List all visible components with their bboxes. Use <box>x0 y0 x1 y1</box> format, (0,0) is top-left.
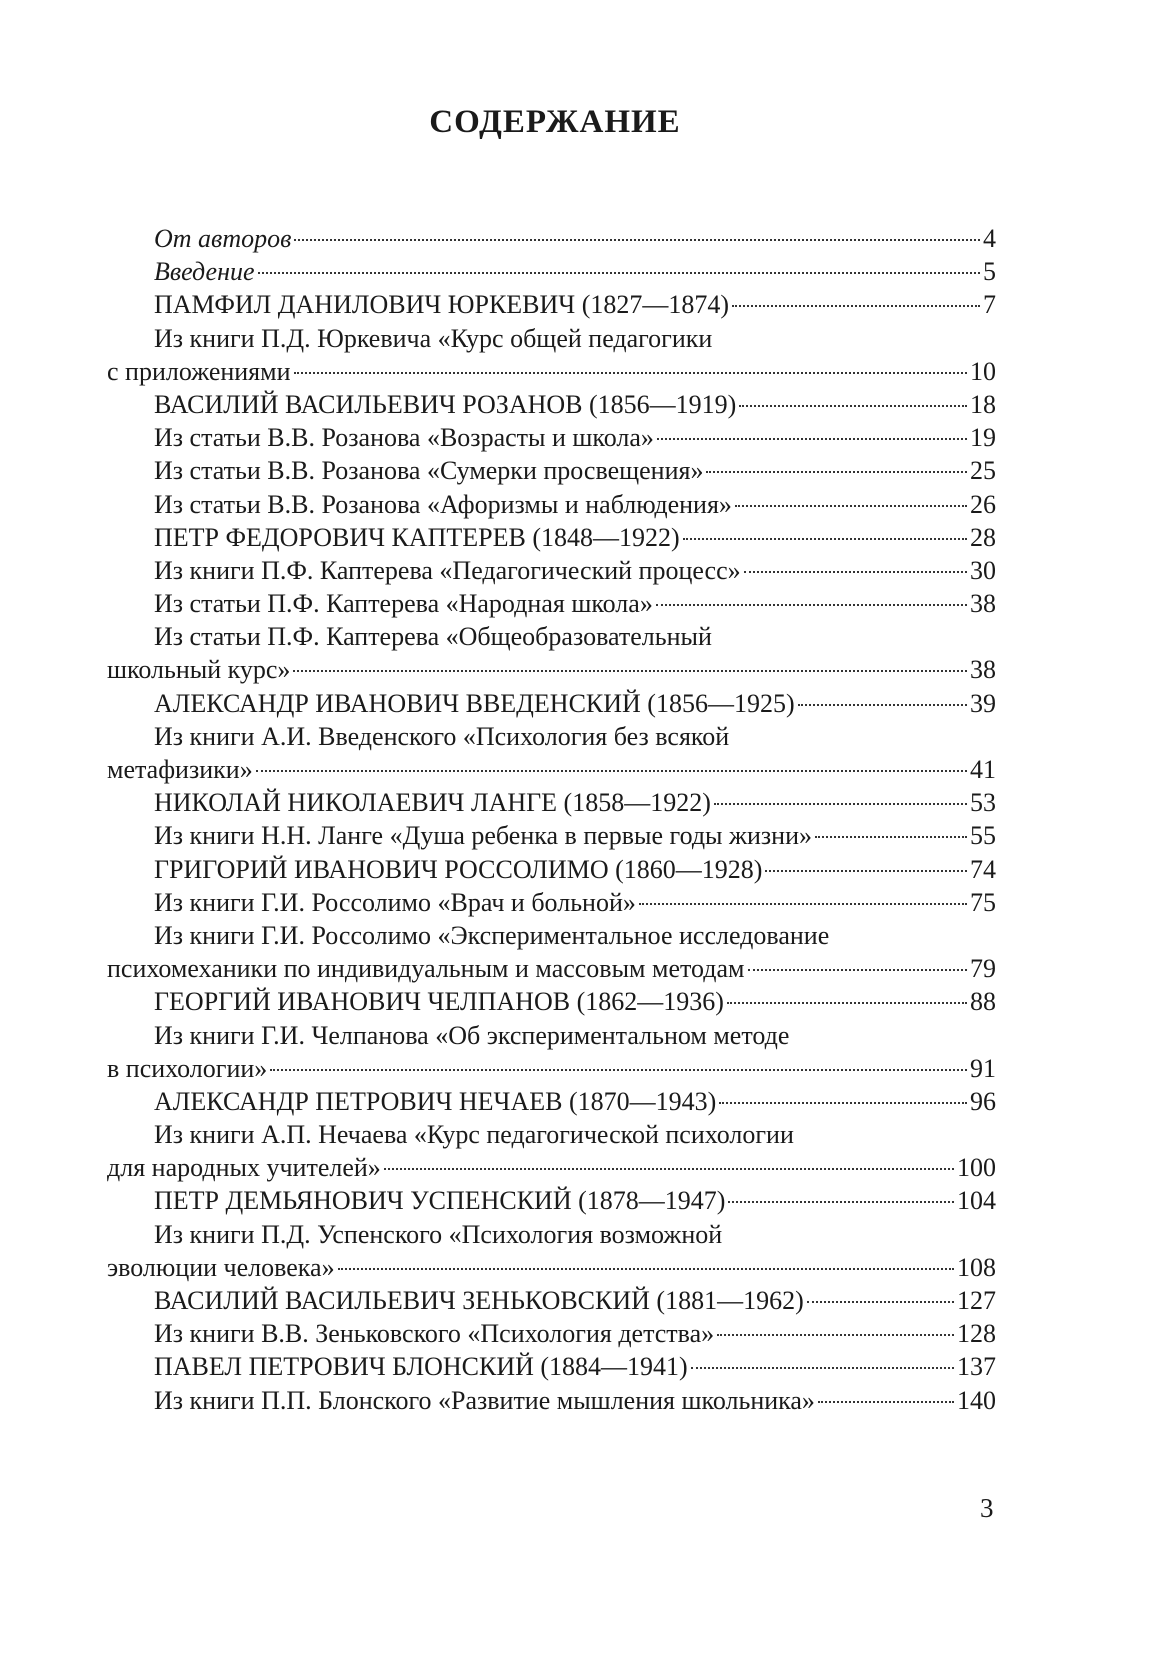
toc-entry-page: 96 <box>970 1086 996 1116</box>
toc-entry <box>107 488 996 521</box>
toc-entry <box>107 255 996 288</box>
dot-leader <box>683 538 967 540</box>
toc-entry <box>107 421 996 454</box>
dot-leader <box>807 1301 954 1303</box>
dot-leader <box>706 471 967 473</box>
toc-entry-title: Из книги П.Д. Юркевича «Курс общей педагогики <box>154 323 713 353</box>
toc-entry-title: для народных учителей» <box>107 1153 381 1183</box>
toc-entry <box>107 454 996 487</box>
toc-entry <box>107 687 996 720</box>
dot-leader <box>384 1168 954 1170</box>
toc-entry <box>107 355 996 388</box>
toc-entry-page: 108 <box>957 1252 996 1282</box>
dot-leader <box>732 305 980 307</box>
dot-leader <box>657 438 967 440</box>
toc-entry-page: 4 <box>983 224 996 253</box>
toc-entry <box>107 985 996 1018</box>
toc-entry-page: 10 <box>970 356 996 386</box>
toc-entry <box>107 819 996 852</box>
toc-entry-title: Из книги Г.И. Челпанова «Об экспериментальном методе <box>154 1020 790 1050</box>
toc-entry-page: 91 <box>970 1053 996 1083</box>
toc-entry-title: эволюции человека» <box>107 1252 335 1282</box>
toc-entry <box>107 1052 996 1085</box>
dot-leader <box>739 405 967 407</box>
toc-entry-title: Из книги Г.И. Россолимо «Экспериментальное исследование <box>154 920 830 950</box>
toc-entry-page: 38 <box>970 655 996 685</box>
toc-entry-title: Из статьи В.В. Розанова «Возрасты и школа» <box>154 423 654 453</box>
toc-entry <box>107 853 996 886</box>
toc-entry-title: с приложениями <box>107 356 291 386</box>
toc-entry-title: метафизики» <box>107 755 253 784</box>
toc-entry <box>107 1184 996 1217</box>
dot-leader <box>815 836 967 838</box>
toc-entry <box>107 1317 996 1350</box>
toc-entry-title: От авторов <box>154 224 292 253</box>
toc-entry <box>107 653 996 686</box>
toc-entry-page: 28 <box>970 522 996 552</box>
dot-leader <box>294 239 980 241</box>
page-title: СОДЕРЖАНИЕ <box>429 104 681 140</box>
dot-leader <box>727 1002 967 1004</box>
dot-leader <box>656 604 967 606</box>
toc-entry-title: ВАСИЛИЙ ВАСИЛЬЕВИЧ ЗЕНЬКОВСКИЙ (1881—1962) <box>154 1286 804 1315</box>
dot-leader <box>719 1102 967 1104</box>
dot-leader <box>338 1268 954 1270</box>
toc-entry <box>107 952 996 985</box>
toc-entry-title: НИКОЛАЙ НИКОЛАЕВИЧ ЛАНГЕ (1858—1922) <box>154 788 711 818</box>
toc-entry-title: школьный курс» <box>107 655 291 685</box>
dot-leader <box>728 1201 954 1203</box>
dot-leader <box>818 1401 954 1403</box>
toc-entry-page: 88 <box>970 987 996 1017</box>
dot-leader <box>294 372 967 374</box>
toc-entry-title: Из книги Г.И. Россолимо «Врач и больной» <box>154 887 636 917</box>
toc-entry-page: 75 <box>970 887 996 917</box>
toc-entry <box>107 288 996 321</box>
toc-entry-page: 39 <box>970 688 996 718</box>
toc-entry-title: Из статьи В.В. Розанова «Сумерки просвещения» <box>154 456 704 486</box>
dot-leader <box>691 1367 954 1369</box>
toc-entry-page: 26 <box>970 489 996 519</box>
dot-leader <box>258 272 980 274</box>
toc-entry <box>107 1118 996 1151</box>
toc-entry-page: 41 <box>970 755 996 784</box>
dot-leader <box>735 505 967 507</box>
toc-entry-title: Из книги А.П. Нечаева «Курс педагогической психологии <box>154 1120 794 1150</box>
toc-entry <box>107 786 996 819</box>
toc-entry <box>107 322 996 355</box>
toc-entry <box>107 1384 996 1417</box>
dot-leader <box>765 870 967 872</box>
toc-entry-title: Из книги П.Ф. Каптерева «Педагогический процесс» <box>154 555 741 585</box>
dot-leader <box>270 1069 967 1071</box>
toc-entry-title: ВАСИЛИЙ ВАСИЛЬЕВИЧ РОЗАНОВ (1856—1919) <box>154 389 737 419</box>
dot-leader <box>714 803 967 805</box>
toc-entry-title: ГРИГОРИЙ ИВАНОВИЧ РОССОЛИМО (1860—1928) <box>154 854 763 884</box>
toc-entry-page: 140 <box>957 1385 996 1415</box>
toc-entry-page: 38 <box>970 589 996 619</box>
toc-entry-title: Введение <box>154 257 255 287</box>
toc-entry <box>107 1350 996 1383</box>
toc-entry-title: Из книги П.П. Блонского «Развитие мышления школьника» <box>154 1385 815 1415</box>
toc-entry <box>107 521 996 554</box>
toc-entry <box>107 1151 996 1184</box>
toc-entry <box>107 1284 996 1317</box>
toc-entry-page: 7 <box>983 290 996 320</box>
toc-entry-page: 25 <box>970 456 996 486</box>
toc-entry-title: ПЕТР ДЕМЬЯНОВИЧ УСПЕНСКИЙ (1878—1947) <box>154 1186 726 1216</box>
toc-entry-title: ГЕОРГИЙ ИВАНОВИЧ ЧЕЛПАНОВ (1862—1936) <box>154 987 724 1017</box>
toc-entry-title: Из статьи П.Ф. Каптерева «Народная школа» <box>154 589 653 619</box>
toc-entry-title: Из книги Н.Н. Ланге «Душа ребенка в первые годы жизни» <box>154 821 812 851</box>
toc-entry-title: ПАМФИЛ ДАНИЛОВИЧ ЮРКЕВИЧ (1827—1874) <box>154 290 730 320</box>
toc-entry-page: 5 <box>983 257 996 287</box>
toc-entry-title: АЛЕКСАНДР ИВАНОВИЧ ВВЕДЕНСКИЙ (1856—1925) <box>154 688 795 718</box>
toc-entry <box>107 1085 996 1118</box>
toc-entry-title: Из книги В.В. Зеньковского «Психология детства» <box>154 1319 715 1349</box>
toc-entry-title: АЛЕКСАНДР ПЕТРОВИЧ НЕЧАЕВ (1870—1943) <box>154 1086 717 1116</box>
table-of-contents <box>107 222 996 1417</box>
toc-entry <box>107 919 996 952</box>
toc-entry-page: 55 <box>970 821 996 851</box>
dot-leader <box>798 704 967 706</box>
toc-entry <box>107 587 996 620</box>
toc-entry-page: 100 <box>957 1153 996 1183</box>
toc-entry <box>107 753 996 786</box>
toc-entry <box>107 720 996 753</box>
toc-entry-page: 30 <box>970 555 996 585</box>
dot-leader <box>256 770 967 772</box>
toc-entry <box>107 554 996 587</box>
toc-entry-page: 74 <box>970 854 996 884</box>
page-number: 3 <box>980 1493 994 1523</box>
toc-entry <box>107 388 996 421</box>
toc-entry-page: 79 <box>970 954 996 984</box>
toc-entry-page: 104 <box>957 1186 996 1216</box>
toc-entry-page: 53 <box>970 788 996 818</box>
dot-leader <box>744 571 967 573</box>
toc-entry-title: в психологии» <box>107 1053 268 1083</box>
toc-entry <box>107 620 996 653</box>
toc-entry-page: 128 <box>957 1319 996 1349</box>
toc-entry-title: Из книги А.И. Введенского «Психология без всякой <box>154 721 730 751</box>
toc-entry-title: ПАВЕЛ ПЕТРОВИЧ БЛОНСКИЙ (1884—1941) <box>154 1352 688 1382</box>
toc-entry <box>107 1218 996 1251</box>
toc-entry-title: психомеханики по индивидуальным и массовым методам <box>107 954 745 984</box>
toc-entry <box>107 886 996 919</box>
dot-leader <box>717 1334 954 1336</box>
toc-entry <box>107 1251 996 1284</box>
toc-entry-title: ПЕТР ФЕДОРОВИЧ КАПТЕРЕВ (1848—1922) <box>154 522 680 552</box>
toc-entry-page: 19 <box>970 423 996 453</box>
dot-leader <box>293 670 967 672</box>
toc-entry-title: Из статьи П.Ф. Каптерева «Общеобразовательный <box>154 622 712 652</box>
toc-entry <box>107 222 996 255</box>
toc-entry-page: 127 <box>957 1286 996 1315</box>
dot-leader <box>748 969 968 971</box>
toc-entry-page: 18 <box>970 389 996 419</box>
toc-entry-title: Из статьи В.В. Розанова «Афоризмы и наблюдения» <box>154 489 732 519</box>
toc-entry-title: Из книги П.Д. Успенского «Психология возможной <box>154 1219 723 1249</box>
toc-entry-page: 137 <box>957 1352 996 1382</box>
toc-entry <box>107 1019 996 1052</box>
dot-leader <box>639 903 967 905</box>
